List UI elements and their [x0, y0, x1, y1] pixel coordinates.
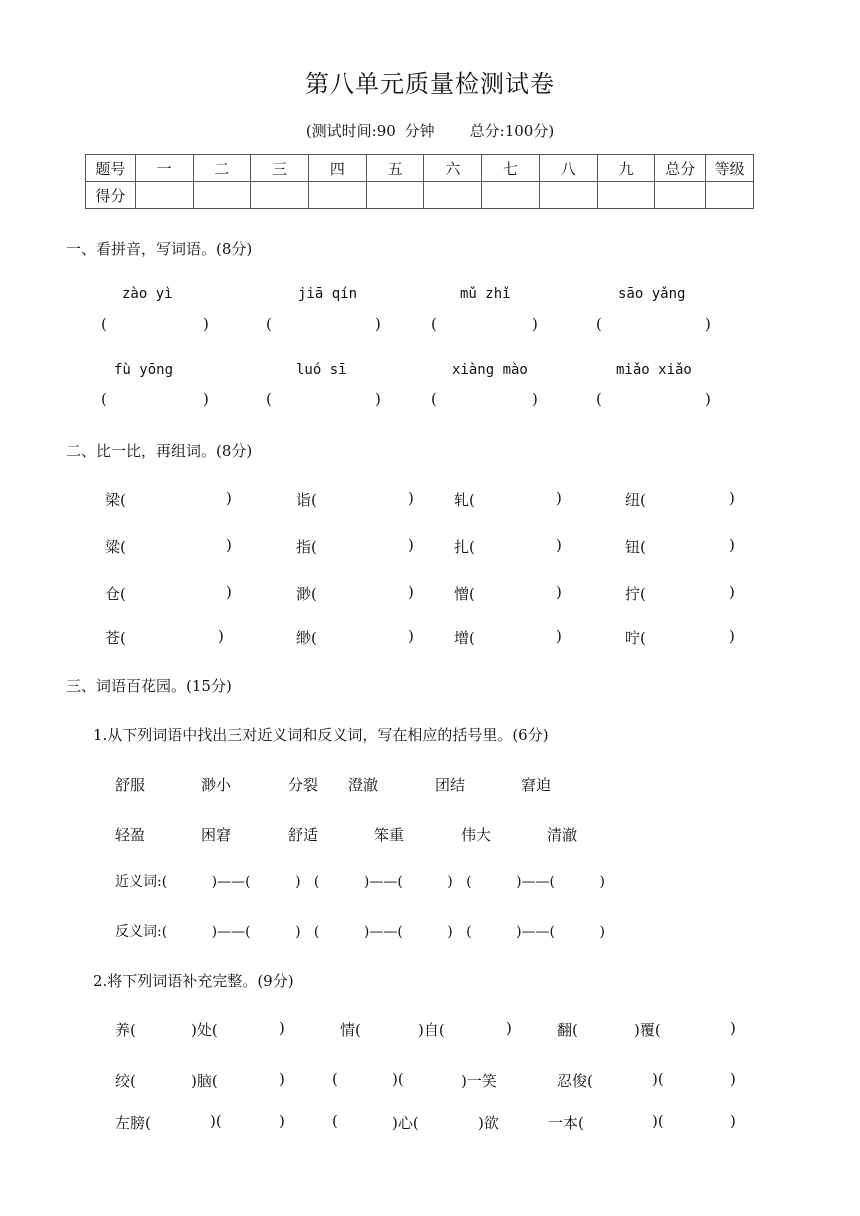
table-cell: 二 — [193, 155, 251, 182]
table-row-score — [86, 182, 754, 209]
answer-close: ) — [556, 536, 562, 554]
compare-char: 粱( — [105, 538, 126, 556]
exam-info: (测试时间:90 分钟 总分:100分) — [305, 122, 555, 140]
answer-close: ) — [556, 627, 562, 645]
answer-close: ) — [729, 489, 735, 507]
answer-close: ) — [408, 583, 414, 601]
answer-close: ) — [705, 390, 711, 408]
answer-close: ) — [729, 627, 735, 645]
score-cell[interactable] — [193, 182, 251, 209]
pinyin: jiā qín — [298, 286, 358, 302]
word-option: 清澈 — [547, 826, 578, 844]
answer-open: ( — [431, 315, 437, 333]
score-cell[interactable] — [706, 182, 754, 209]
idiom-part: )处( — [191, 1021, 218, 1039]
answer-open: ( — [596, 390, 602, 408]
compare-char: 增( — [454, 629, 475, 647]
compare-char: 钮( — [625, 538, 646, 556]
compare-char: 轧( — [454, 491, 475, 509]
idiom-part: ) — [279, 1070, 285, 1088]
answer-open: ( — [596, 315, 602, 333]
idiom-part: )自( — [418, 1021, 445, 1039]
idiom-part: ) — [506, 1019, 512, 1037]
answer-close: ) — [375, 315, 381, 333]
idiom-part: 左膀( — [115, 1114, 151, 1132]
table-cell: 九 — [597, 155, 655, 182]
answer-close: ) — [203, 390, 209, 408]
word-option: 轻盈 — [115, 826, 146, 844]
table-cell: 六 — [424, 155, 482, 182]
answer-open: ( — [431, 390, 437, 408]
idiom-part: )( — [210, 1112, 222, 1130]
idiom-part: 养( — [115, 1021, 136, 1039]
idiom-part: )一笑 — [461, 1072, 497, 1090]
answer-close: ) — [218, 627, 224, 645]
word-option: 窘迫 — [521, 776, 552, 794]
answer-close: ) — [226, 536, 232, 554]
pinyin: sāo yǎng — [618, 286, 686, 302]
idiom-part: )( — [392, 1070, 404, 1088]
idiom-part: ) — [279, 1019, 285, 1037]
compare-char: 纽( — [625, 491, 646, 509]
pinyin: xiàng mào — [452, 362, 528, 378]
score-cell[interactable] — [135, 182, 193, 209]
word-option: 舒服 — [115, 776, 146, 794]
idiom-part: 绞( — [115, 1072, 136, 1090]
antonym-line: 反义词:( )——( ) ( )——( ) ( )——( ) — [115, 924, 605, 940]
pinyin: mǔ zhǐ — [460, 286, 511, 302]
score-cell[interactable] — [251, 182, 309, 209]
answer-close: ) — [408, 627, 414, 645]
compare-char: 仓( — [105, 585, 126, 603]
table-cell: 五 — [366, 155, 424, 182]
idiom-part: )欲 — [478, 1114, 499, 1132]
pinyin: miǎo xiǎo — [616, 362, 692, 378]
answer-open: ( — [101, 315, 107, 333]
pinyin: fù yōng — [114, 362, 174, 378]
compare-char: 渺( — [296, 585, 317, 603]
compare-char: 苍( — [105, 629, 126, 647]
section3-heading: 三、词语百花园。(15分) — [66, 677, 232, 695]
answer-close: ) — [705, 315, 711, 333]
idiom-part: ) — [730, 1112, 736, 1130]
compare-char: 扎( — [454, 538, 475, 556]
compare-char: 憎( — [454, 585, 475, 603]
score-cell[interactable] — [366, 182, 424, 209]
table-cell: 得分 — [86, 182, 136, 209]
compare-char: 诣( — [296, 491, 317, 509]
score-cell[interactable] — [424, 182, 482, 209]
answer-open: ( — [266, 390, 272, 408]
answer-close: ) — [375, 390, 381, 408]
idiom-part: 一本( — [548, 1114, 584, 1132]
answer-close: ) — [556, 489, 562, 507]
word-option: 澄澈 — [348, 776, 379, 794]
idiom-part: )( — [652, 1112, 664, 1130]
answer-close: ) — [408, 536, 414, 554]
idiom-part: ( — [332, 1112, 338, 1130]
idiom-part: 忍俊( — [557, 1072, 593, 1090]
word-option: 笨重 — [374, 826, 405, 844]
word-option: 分裂 — [288, 776, 319, 794]
word-option: 困窘 — [201, 826, 232, 844]
synonym-line: 近义词:( )——( ) ( )——( ) ( )——( ) — [115, 874, 605, 890]
idiom-part: ( — [332, 1070, 338, 1088]
score-cell[interactable] — [482, 182, 540, 209]
word-option: 渺小 — [201, 776, 232, 794]
idiom-part: 情( — [340, 1021, 361, 1039]
idiom-part: 翻( — [557, 1021, 578, 1039]
pinyin: zào yì — [122, 286, 173, 302]
score-cell[interactable] — [308, 182, 366, 209]
question1-heading: 1.从下列词语中找出三对近义词和反义词，写在相应的括号里。(6分) — [93, 726, 549, 744]
section1-heading: 一、看拼音，写词语。(8分) — [66, 240, 253, 258]
table-cell: 八 — [539, 155, 597, 182]
score-cell[interactable] — [597, 182, 655, 209]
answer-close: ) — [729, 583, 735, 601]
question2-heading: 2.将下列词语补充完整。(9分) — [93, 972, 294, 990]
table-cell: 一 — [135, 155, 193, 182]
answer-close: ) — [226, 489, 232, 507]
idiom-part: ) — [279, 1112, 285, 1130]
idiom-part: )覆( — [634, 1021, 661, 1039]
table-cell: 等级 — [706, 155, 754, 182]
idiom-part: ) — [730, 1070, 736, 1088]
section2-heading: 二、比一比，再组词。(8分) — [66, 442, 253, 460]
compare-char: 拧( — [625, 585, 646, 603]
table-cell: 七 — [482, 155, 540, 182]
answer-close: ) — [532, 390, 538, 408]
score-cell[interactable] — [539, 182, 597, 209]
idiom-part: )心( — [392, 1114, 419, 1132]
answer-close: ) — [729, 536, 735, 554]
table-cell: 四 — [308, 155, 366, 182]
answer-close: ) — [532, 315, 538, 333]
word-option: 团结 — [435, 776, 466, 794]
page-title: 第八单元质量检测试卷 — [305, 70, 555, 98]
pinyin: luó sī — [296, 362, 347, 378]
table-cell: 总分 — [655, 155, 706, 182]
word-option: 舒适 — [288, 826, 319, 844]
compare-char: 咛( — [625, 629, 646, 647]
word-option: 伟大 — [461, 826, 492, 844]
idiom-part: )脑( — [191, 1072, 218, 1090]
table-cell: 题号 — [86, 155, 136, 182]
table-cell: 三 — [251, 155, 309, 182]
compare-char: 指( — [296, 538, 317, 556]
answer-open: ( — [101, 390, 107, 408]
idiom-part: ) — [730, 1019, 736, 1037]
score-table — [85, 154, 754, 209]
answer-close: ) — [226, 583, 232, 601]
table-row-header — [86, 155, 754, 182]
idiom-part: )( — [652, 1070, 664, 1088]
score-cell[interactable] — [655, 182, 706, 209]
answer-close: ) — [203, 315, 209, 333]
compare-char: 缈( — [296, 629, 317, 647]
compare-char: 梁( — [105, 491, 126, 509]
answer-close: ) — [408, 489, 414, 507]
answer-open: ( — [266, 315, 272, 333]
answer-close: ) — [556, 583, 562, 601]
